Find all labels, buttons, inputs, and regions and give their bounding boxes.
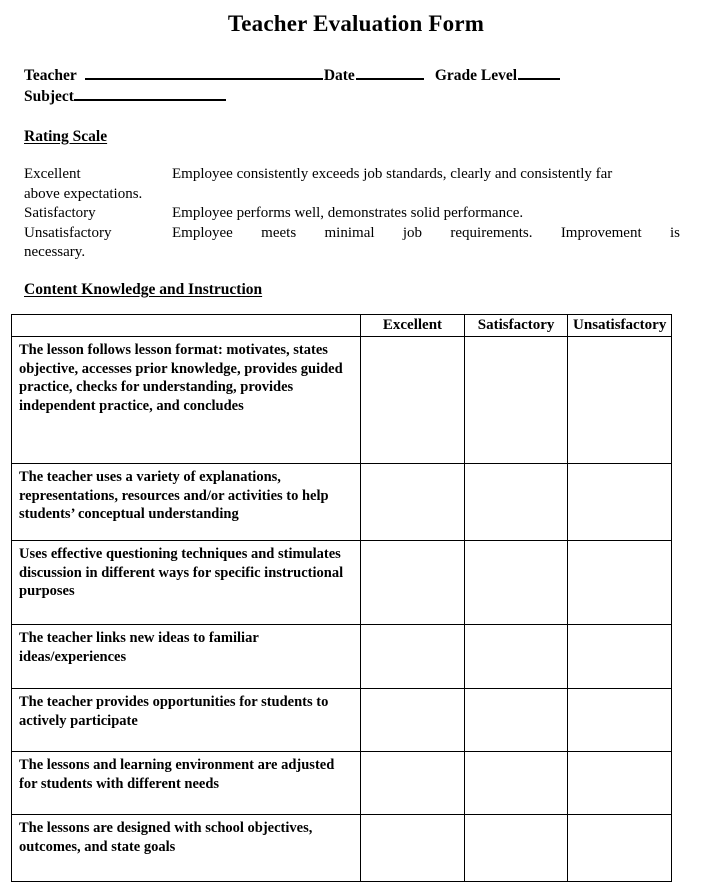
criterion-cell: The lessons and learning environment are adjusted for students with different needs — [12, 752, 361, 815]
rating-scale-list — [24, 165, 680, 263]
rating-cell-unsatisfactory[interactable] — [568, 337, 672, 464]
content-knowledge-heading: Content Knowledge and Instruction — [24, 281, 263, 298]
rubric-table-body — [12, 337, 672, 882]
criterion-cell: The teacher provides opportunities for students to actively participate — [12, 689, 361, 752]
table-row — [12, 337, 672, 464]
rating-scale-heading: Rating Scale — [24, 128, 108, 145]
rating-description: Employee consistently exceeds job standards, clearly and consistently far — [172, 166, 613, 182]
rating-scale-entry-unsatisfactory — [24, 224, 680, 244]
identification-row-subject — [24, 86, 684, 107]
subject-label: Subject — [24, 88, 74, 105]
column-header-criterion — [12, 315, 361, 337]
criterion-cell: The teacher uses a variety of explanations, representations, resources and/or activities to help students’ conceptual understanding — [12, 464, 361, 541]
teacher-input[interactable] — [85, 65, 323, 80]
rating-cell-satisfactory[interactable] — [464, 464, 568, 541]
rating-cell-satisfactory[interactable] — [464, 541, 568, 625]
subject-input[interactable] — [74, 86, 226, 101]
table-row — [12, 625, 672, 689]
page-title: Teacher Evaluation Form — [227, 11, 485, 36]
table-row — [12, 752, 672, 815]
rating-cell-satisfactory[interactable] — [464, 625, 568, 689]
rating-cell-satisfactory[interactable] — [464, 337, 568, 464]
criterion-cell: The lessons are designed with school objectives, outcomes, and state goals — [12, 815, 361, 882]
rating-cell-unsatisfactory[interactable] — [568, 625, 672, 689]
table-header-row — [12, 315, 672, 337]
column-header-satisfactory: Satisfactory — [464, 315, 568, 337]
rating-term: Unsatisfactory — [24, 224, 112, 241]
criterion-cell: The teacher links new ideas to familiar ideas/experiences — [12, 625, 361, 689]
column-header-excellent: Excellent — [361, 315, 465, 337]
rating-cell-unsatisfactory[interactable] — [568, 541, 672, 625]
rating-cell-excellent[interactable] — [361, 815, 465, 882]
rating-term: Satisfactory — [24, 205, 96, 221]
rating-description: Employee meets minimal job requirements. Improvement is — [172, 224, 680, 241]
table-row — [12, 464, 672, 541]
rating-cell-unsatisfactory[interactable] — [568, 689, 672, 752]
rubric-table — [11, 314, 672, 882]
rubric-table-header — [12, 315, 672, 337]
rating-description: Employee performs well, demonstrates solid performance. — [172, 205, 524, 221]
table-row — [12, 541, 672, 625]
criterion-cell: The lesson follows lesson format: motivates, states objective, accesses prior knowledge, provides guided practice, checks for understanding, provides independent practice, and concludes — [12, 337, 361, 464]
date-input[interactable] — [356, 65, 424, 80]
rating-cell-excellent[interactable] — [361, 541, 465, 625]
rating-scale-entry-excellent — [24, 165, 680, 185]
rating-cell-excellent[interactable] — [361, 689, 465, 752]
table-row — [12, 815, 672, 882]
rating-cell-satisfactory[interactable] — [464, 752, 568, 815]
column-header-unsatisfactory: Unsatisfactory — [568, 315, 672, 337]
date-label: Date — [323, 67, 355, 84]
table-row — [12, 689, 672, 752]
rating-cell-excellent[interactable] — [361, 625, 465, 689]
rating-cell-excellent[interactable] — [361, 337, 465, 464]
rating-term: Excellent — [24, 166, 81, 182]
identification-row-primary — [24, 65, 684, 86]
rating-description-continuation: above expectations. — [24, 185, 143, 202]
rating-cell-satisfactory[interactable] — [464, 689, 568, 752]
identification-block — [24, 65, 684, 107]
teacher-label: Teacher — [24, 67, 77, 84]
rating-cell-unsatisfactory[interactable] — [568, 752, 672, 815]
grade-level-label: Grade Level — [434, 67, 518, 84]
rating-cell-unsatisfactory[interactable] — [568, 464, 672, 541]
grade-level-input[interactable] — [518, 65, 560, 80]
rating-scale-entry-satisfactory — [24, 204, 680, 224]
criterion-cell: Uses effective questioning techniques and stimulates discussion in different ways for specific instructional purposes — [12, 541, 361, 625]
rating-cell-unsatisfactory[interactable] — [568, 815, 672, 882]
rating-cell-satisfactory[interactable] — [464, 815, 568, 882]
rating-description-continuation: necessary. — [24, 244, 86, 260]
rating-cell-excellent[interactable] — [361, 464, 465, 541]
rating-cell-excellent[interactable] — [361, 752, 465, 815]
